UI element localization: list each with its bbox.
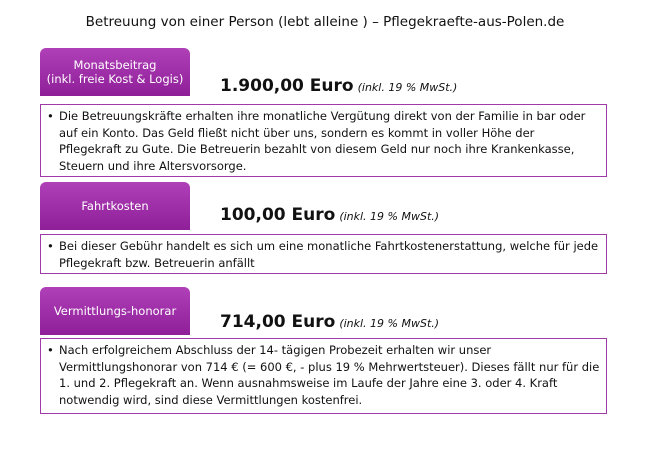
tag-vermittlungshonorar: Vermittlungs-honorar — [40, 287, 190, 335]
description-text: Nach erfolgreichem Abschluss der 14- tägigen Probezeit erhalten wir unser Vermittlungshonorar von 714 € (= 600 €, - plus 19 % Mehrwertsteuer). Dieses fällt nur für die 1. und 2. Pflegekraft an. Wenn ausnahmsweise im Laufe der Jahre eine 3. oder 4. Kraft notwendig wird, sind diese Vermittlungen kostenfrei. — [59, 343, 600, 407]
description-fahrtkosten — [40, 234, 607, 274]
bullet-icon: • — [47, 343, 54, 357]
price-fahrtkosten — [220, 205, 439, 225]
price-vermittlungshonorar — [220, 312, 439, 332]
description-text: Die Betreuungskräfte erhalten ihre monatliche Vergütung direkt von der Familie in bar oder auf ein Konto. Das Geld fließt nicht über uns, sondern es kommt in voller Höhe der Pflegekraft zu Gute. Die Betreuerin bezahlt von diesem Geld nur noch ihre Krankenkasse, Steuern und ihre Altersvorsorge. — [59, 109, 586, 173]
bullet-icon: • — [47, 239, 54, 253]
tag-monatsbeitrag: Monatsbeitrag (inkl. freie Kost & Logis) — [40, 48, 190, 96]
page-title: Betreuung von einer Person (lebt alleine ) – Pflegekraefte-aus-Polen.de — [85, 14, 565, 30]
price-value: 100,00 Euro — [220, 205, 336, 225]
price-value: 1.900,00 Euro — [220, 76, 354, 96]
tag-fahrtkosten: Fahrtkosten — [40, 182, 190, 230]
price-value: 714,00 Euro — [220, 312, 336, 332]
description-text: Bei dieser Gebühr handelt es sich um eine monatliche Fahrtkostenerstattung, welche für jede Pflegekraft bzw. Betreuerin anfällt — [59, 239, 599, 270]
price-monatsbeitrag — [220, 76, 457, 96]
price-note: (inkl. 19 % MwSt.) — [339, 317, 440, 330]
description-vermittlungshonorar — [40, 338, 607, 414]
bullet-icon: • — [47, 109, 54, 123]
price-note: (inkl. 19 % MwSt.) — [339, 210, 440, 223]
price-note: (inkl. 19 % MwSt.) — [357, 81, 458, 94]
description-monatsbeitrag — [40, 104, 607, 177]
